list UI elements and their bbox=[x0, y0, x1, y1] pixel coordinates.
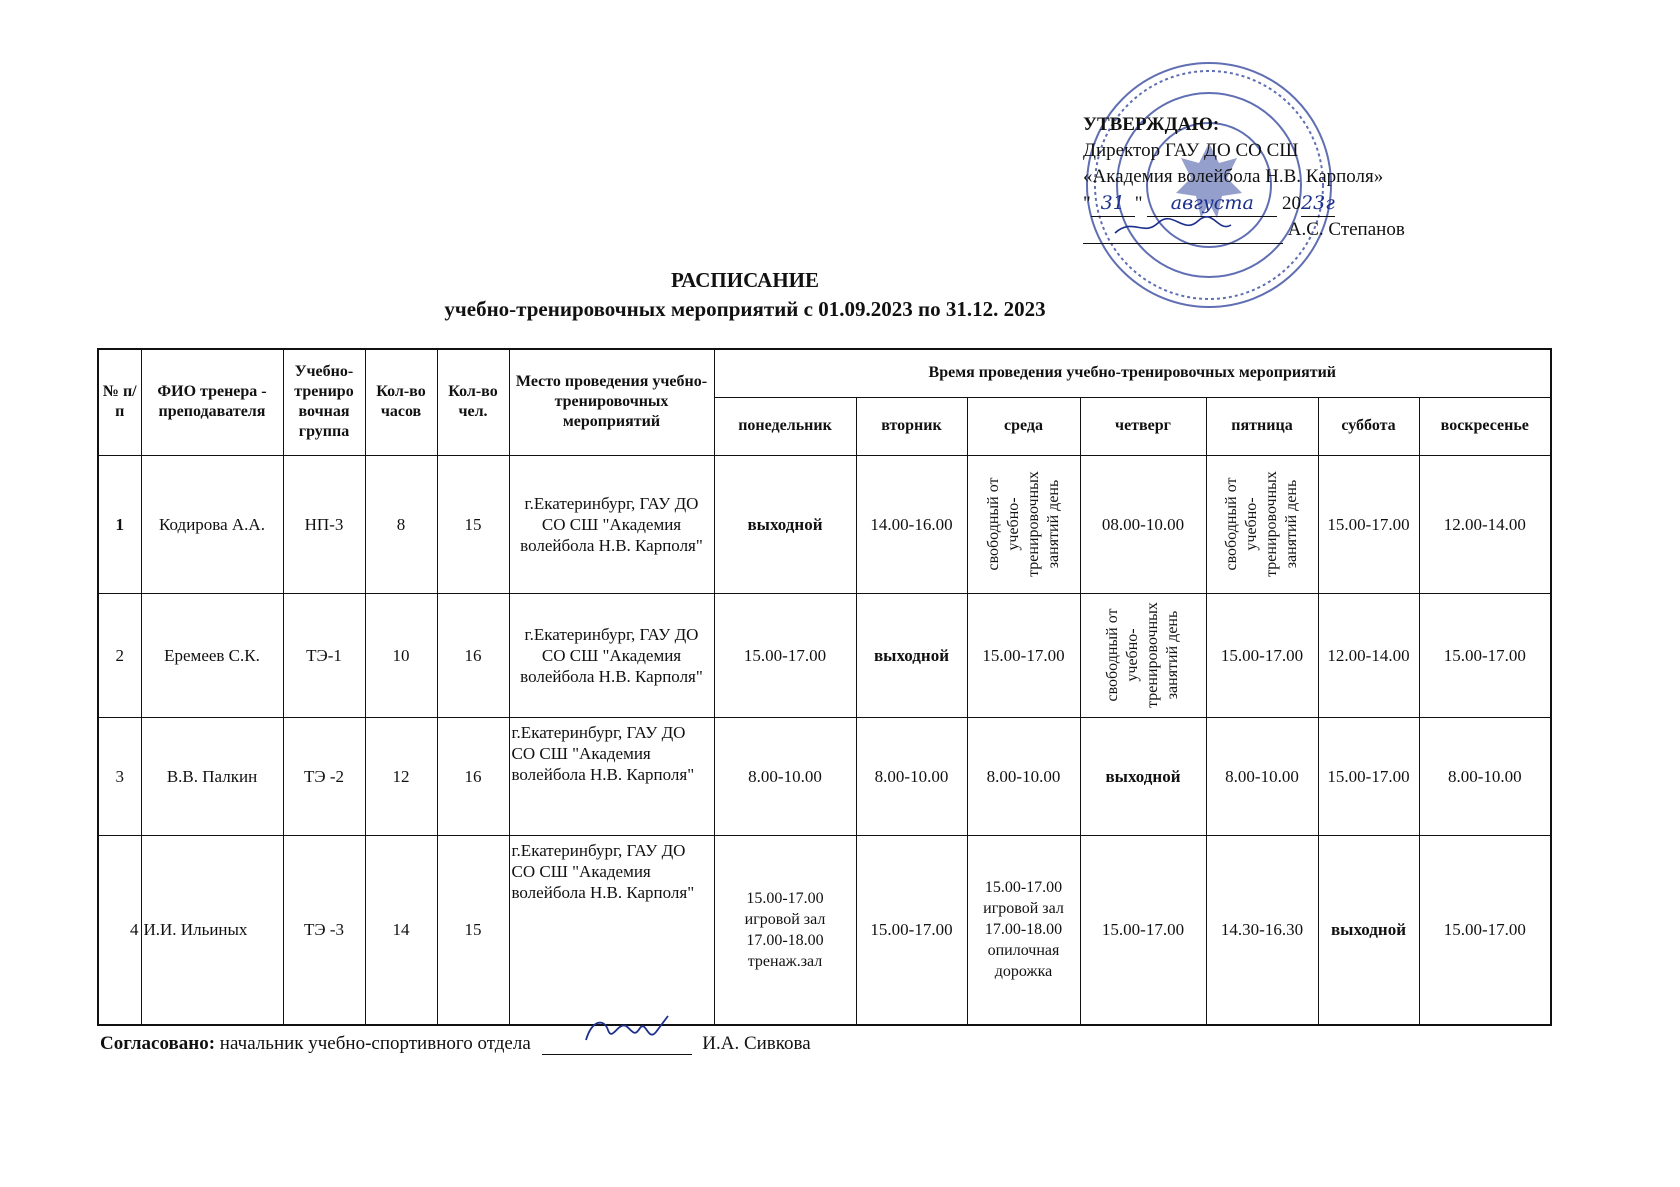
row-num: 3 bbox=[98, 717, 141, 835]
row-group: НП-3 bbox=[283, 455, 365, 593]
row-sat: 15.00-17.00 bbox=[1318, 455, 1419, 593]
header-day-sun: воскресенье bbox=[1419, 397, 1551, 455]
row-coach: И.И. Ильиных bbox=[141, 835, 283, 1025]
agreement-signature bbox=[542, 1032, 692, 1055]
row-fri-text: свободный от учебно-тренировочных занятий день bbox=[1223, 471, 1300, 577]
row-coach: В.В. Палкин bbox=[141, 717, 283, 835]
row-place: г.Екатеринбург, ГАУ ДО СО СШ "Академия волейбола Н.В. Карполя" bbox=[509, 835, 714, 1025]
row-mon: 15.00-17.00 bbox=[714, 593, 856, 717]
row-thu: 15.00-17.00 bbox=[1080, 835, 1206, 1025]
row-num: 2 bbox=[98, 593, 141, 717]
table-row bbox=[98, 455, 1551, 593]
approval-heading: УТВЕРЖДАЮ: bbox=[1083, 114, 1220, 135]
row-thu: 08.00-10.00 bbox=[1080, 455, 1206, 593]
table-row bbox=[98, 593, 1551, 717]
row-tue: 15.00-17.00 bbox=[856, 835, 967, 1025]
header-time: Время проведения учебно-тренировочных мероприятий bbox=[714, 349, 1551, 397]
header-day-thu: четверг bbox=[1080, 397, 1206, 455]
table-row bbox=[98, 717, 1551, 835]
row-thu-text: свободный от учебно-тренировочных занятий день bbox=[1104, 602, 1181, 708]
row-sun: 15.00-17.00 bbox=[1419, 835, 1551, 1025]
row-mon bbox=[714, 835, 856, 1025]
agreement-text: начальник учебно-спортивного отдела bbox=[219, 1033, 531, 1054]
row-fri: 15.00-17.00 bbox=[1206, 593, 1318, 717]
row-group: ТЭ -2 bbox=[283, 717, 365, 835]
signature-scribble-icon bbox=[1113, 215, 1233, 239]
header-place: Место проведения учебно-тренировочных мероприятий bbox=[509, 349, 714, 455]
row-fri bbox=[1206, 455, 1318, 593]
approval-signer: А.С. Степанов bbox=[1287, 219, 1405, 240]
date-month: августа bbox=[1147, 190, 1277, 217]
row-hours: 14 bbox=[365, 835, 437, 1025]
row-tue: 8.00-10.00 bbox=[856, 717, 967, 835]
header-hours: Кол-во часов bbox=[365, 349, 437, 455]
row-group: ТЭ -3 bbox=[283, 835, 365, 1025]
agreement-line bbox=[100, 1032, 811, 1055]
row-people: 15 bbox=[437, 455, 509, 593]
row-hours: 12 bbox=[365, 717, 437, 835]
row-wed: 8.00-10.00 bbox=[967, 717, 1080, 835]
row-group: ТЭ-1 bbox=[283, 593, 365, 717]
row-wed bbox=[967, 835, 1080, 1025]
header-day-wed: среда bbox=[967, 397, 1080, 455]
row-wed bbox=[967, 455, 1080, 593]
date-quote: " bbox=[1083, 193, 1091, 214]
header-day-sat: суббота bbox=[1318, 397, 1419, 455]
row-sat: 15.00-17.00 bbox=[1318, 717, 1419, 835]
approval-block bbox=[1083, 112, 1483, 244]
row-wed-text: 15.00-17.00 игровой зал 17.00-18.00 опилочная дорожка bbox=[983, 879, 1064, 981]
header-day-mon: понедельник bbox=[714, 397, 856, 455]
row-mon: выходной bbox=[714, 455, 856, 593]
date-year-hand: 23г bbox=[1301, 190, 1335, 217]
agreement-signer: И.А. Сивкова bbox=[702, 1033, 811, 1054]
row-place: г.Екатеринбург, ГАУ ДО СО СШ "Академия волейбола Н.В. Карполя" bbox=[509, 455, 714, 593]
agreement-label: Согласовано: bbox=[100, 1033, 216, 1054]
table-row bbox=[98, 835, 1551, 1025]
header-num: № п/п bbox=[98, 349, 141, 455]
row-people: 16 bbox=[437, 717, 509, 835]
header-group: Учебно-трениро вочная группа bbox=[283, 349, 365, 455]
approval-signature-line bbox=[1083, 217, 1483, 244]
header-day-tue: вторник bbox=[856, 397, 967, 455]
row-thu bbox=[1080, 593, 1206, 717]
row-hours: 10 bbox=[365, 593, 437, 717]
row-wed-text: свободный от учебно-тренировочных занятий день bbox=[984, 471, 1062, 577]
header-coach: ФИО тренера - преподавателя bbox=[141, 349, 283, 455]
director-signature bbox=[1083, 217, 1283, 244]
row-sun: 8.00-10.00 bbox=[1419, 717, 1551, 835]
row-place: г.Екатеринбург, ГАУ ДО СО СШ "Академия волейбола Н.В. Карполя" bbox=[509, 593, 714, 717]
row-mon: 8.00-10.00 bbox=[714, 717, 856, 835]
row-coach: Еремеев С.К. bbox=[141, 593, 283, 717]
date-year-prefix: 20 bbox=[1282, 193, 1302, 214]
date-day: 31 bbox=[1091, 190, 1135, 217]
row-hours: 8 bbox=[365, 455, 437, 593]
document-subtitle: учебно-тренировочных мероприятий с 01.09.2023 по 31.12. 2023 bbox=[444, 297, 1046, 321]
row-tue: выходной bbox=[856, 593, 967, 717]
row-place: г.Екатеринбург, ГАУ ДО СО СШ "Академия волейбола Н.В. Карполя" bbox=[509, 717, 714, 835]
row-sun: 15.00-17.00 bbox=[1419, 593, 1551, 717]
row-fri: 8.00-10.00 bbox=[1206, 717, 1318, 835]
row-num: 1 bbox=[98, 455, 141, 593]
approval-position: Директор ГАУ ДО СО СШ bbox=[1083, 140, 1299, 161]
row-mon-text: 15.00-17.00 игровой зал 17.00-18.00 тренаж.зал bbox=[744, 889, 826, 970]
header-day-fri: пятница bbox=[1206, 397, 1318, 455]
row-coach: Кодирова А.А. bbox=[141, 455, 283, 593]
row-fri: 14.30-16.30 bbox=[1206, 835, 1318, 1025]
schedule-table bbox=[97, 348, 1552, 1026]
approval-organization: «Академия волейбола Н.В. Карполя» bbox=[1083, 166, 1384, 187]
row-wed: 15.00-17.00 bbox=[967, 593, 1080, 717]
row-people: 16 bbox=[437, 593, 509, 717]
row-sat: 12.00-14.00 bbox=[1318, 593, 1419, 717]
row-people: 15 bbox=[437, 835, 509, 1025]
approval-date: " 31 " августа 2023г bbox=[1083, 190, 1483, 217]
row-num: 4 bbox=[98, 835, 141, 1025]
document-title: РАСПИСАНИЕ bbox=[670, 268, 820, 292]
signature-scribble-icon bbox=[582, 1012, 672, 1048]
row-thu: выходной bbox=[1080, 717, 1206, 835]
row-sat: выходной bbox=[1318, 835, 1419, 1025]
header-people: Кол-во чел. bbox=[437, 349, 509, 455]
row-sun: 12.00-14.00 bbox=[1419, 455, 1551, 593]
row-tue: 14.00-16.00 bbox=[856, 455, 967, 593]
